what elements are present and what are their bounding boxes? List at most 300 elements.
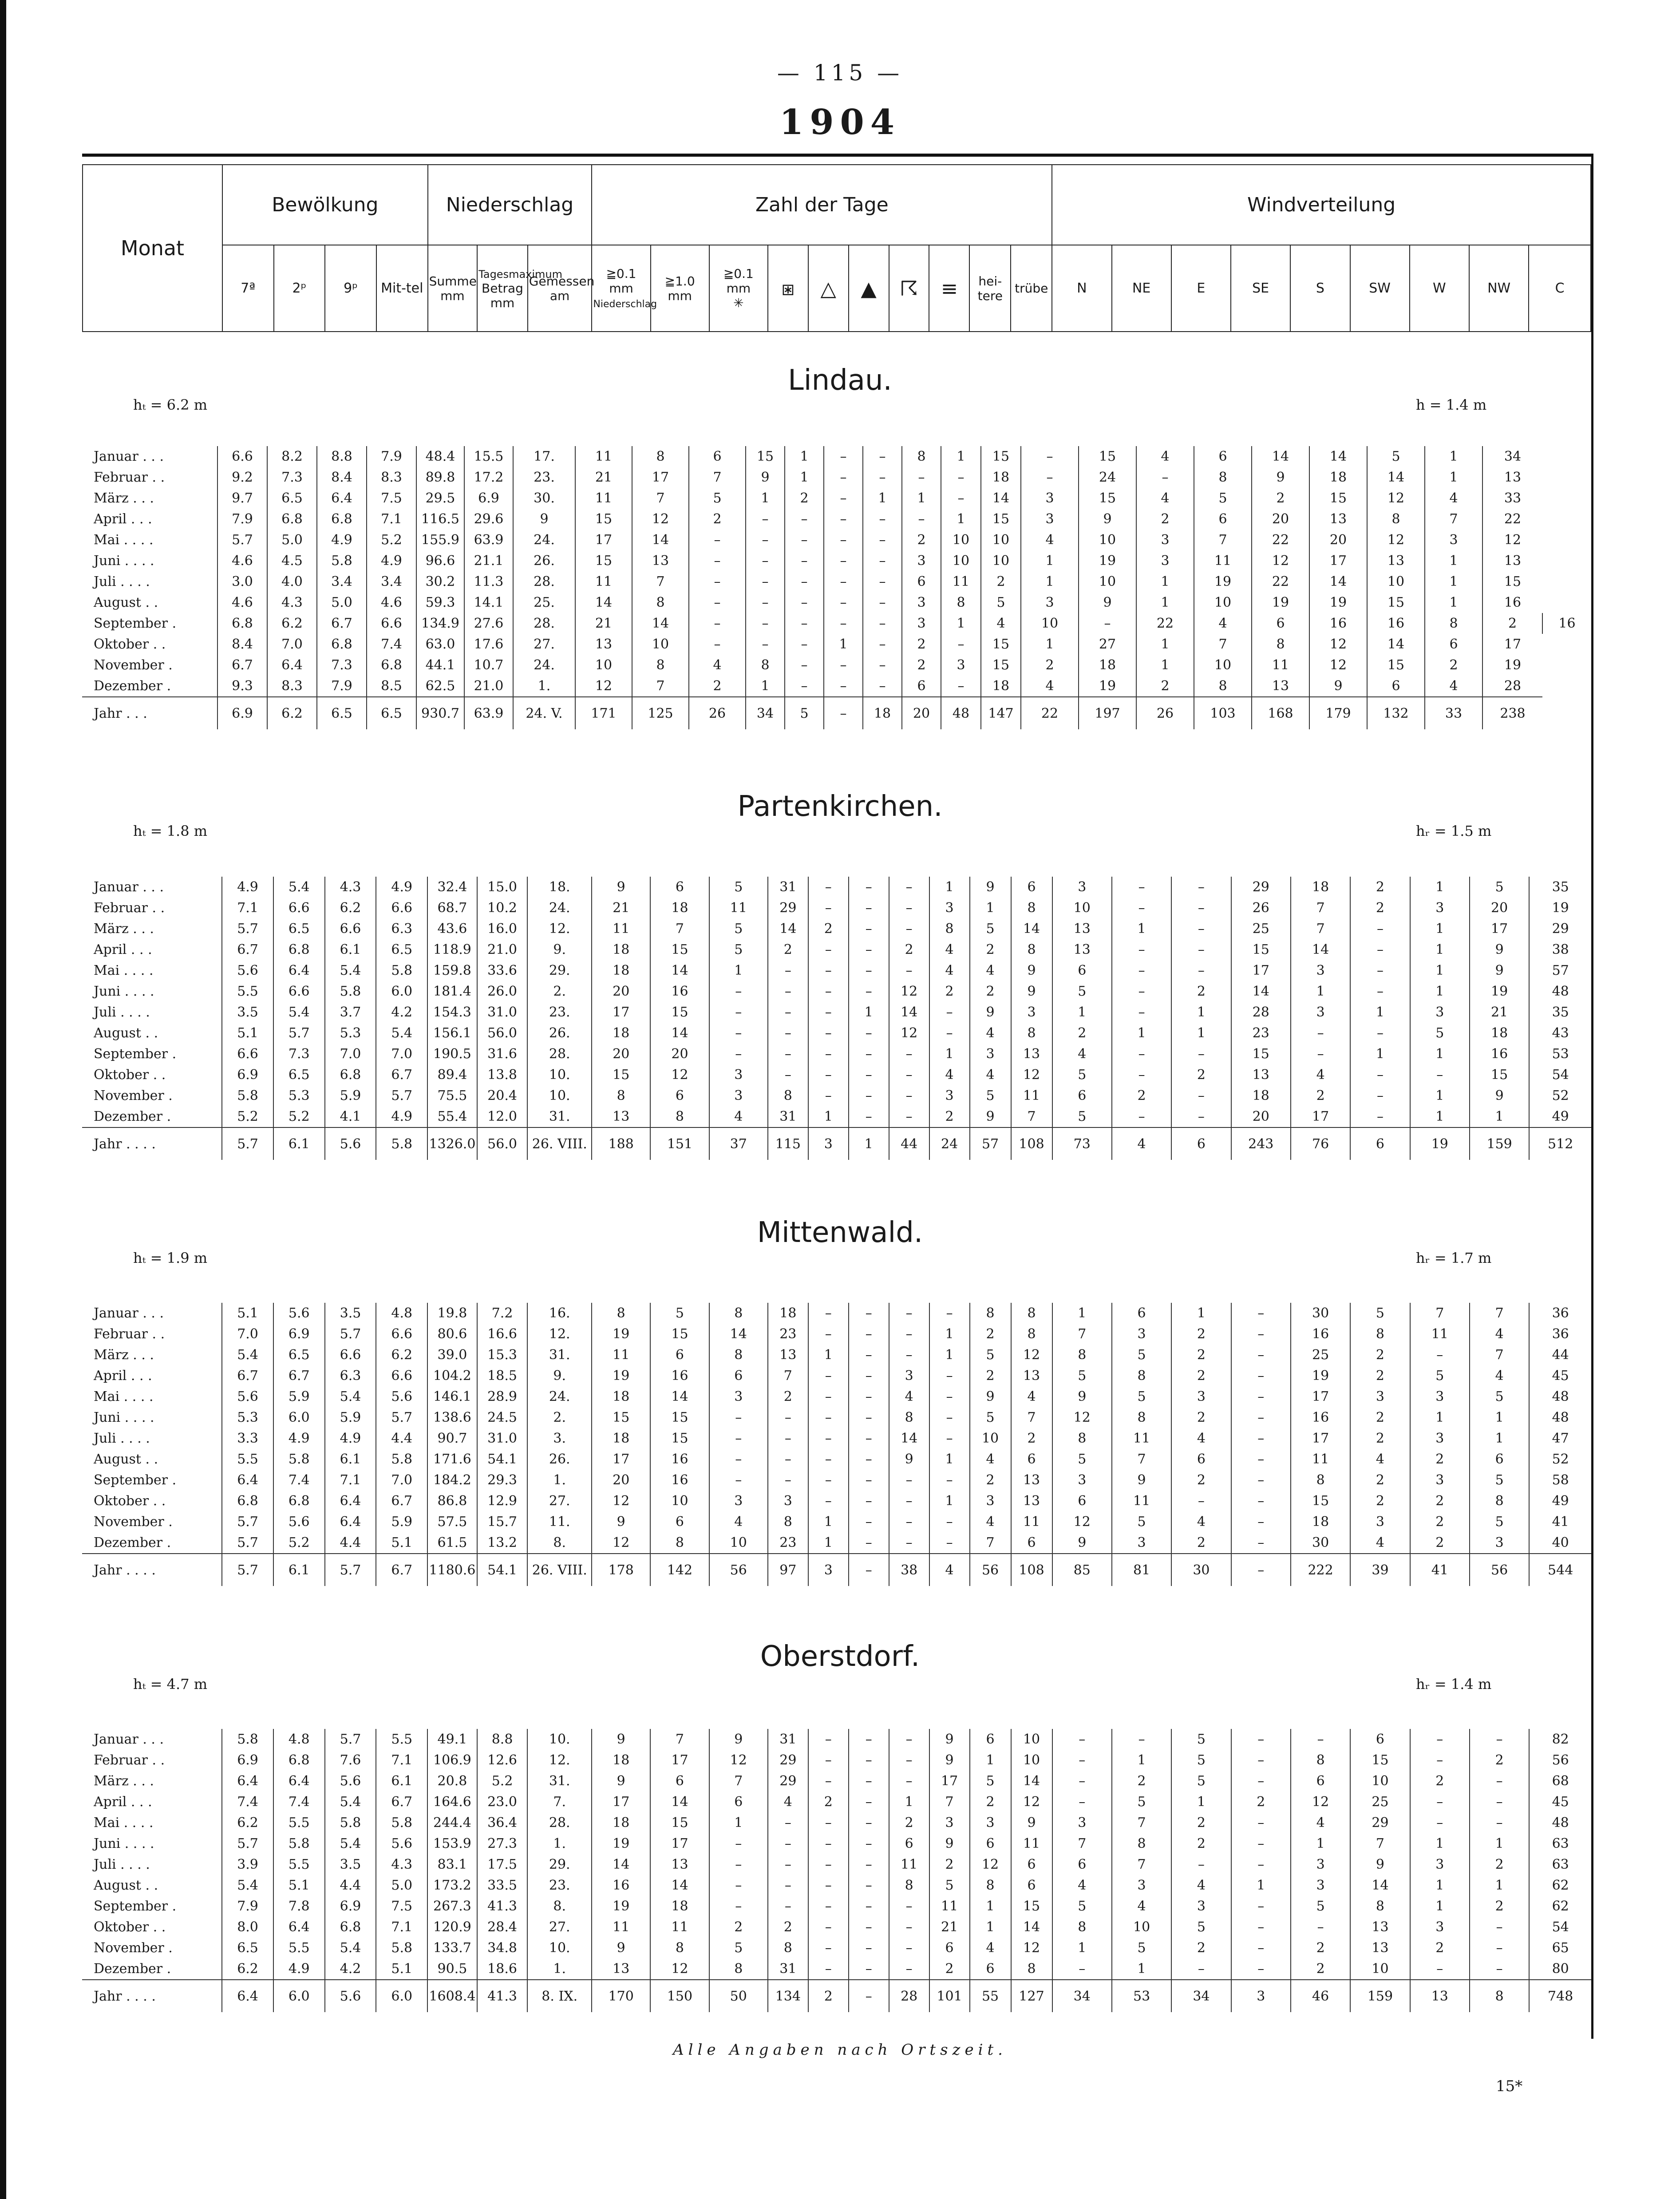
table-cell: 3 xyxy=(709,1386,768,1407)
table-cell: 4.6 xyxy=(217,550,267,571)
table-cell: – xyxy=(1231,1449,1291,1470)
month-label: Juni . . . . xyxy=(94,1410,154,1425)
table-cell: 56 xyxy=(1470,1554,1529,1586)
table-cell: 54.1 xyxy=(477,1554,528,1586)
table-cell: 1 xyxy=(808,1511,849,1532)
table-cell: 17 xyxy=(632,467,689,488)
table-cell: 4 xyxy=(929,1064,970,1085)
table-cell: 10 xyxy=(941,550,981,571)
table-cell: 3.4 xyxy=(367,571,416,592)
table-cell: 13 xyxy=(768,1345,808,1365)
table-cell: 12 xyxy=(1052,1511,1112,1532)
table-cell: 6.8 xyxy=(317,634,367,655)
table-cell: – xyxy=(1231,1407,1291,1428)
table-cell: 11. xyxy=(527,1511,592,1532)
month-label: Jahr . . . . xyxy=(82,1127,222,1160)
table-cell: 9 xyxy=(970,1002,1011,1023)
table-row xyxy=(82,1085,1591,1106)
month-label: Februar . . xyxy=(94,900,165,916)
table-cell: 9 xyxy=(592,1771,650,1792)
table-cell: 14 xyxy=(1350,1875,1410,1896)
table-cell: 5 xyxy=(1052,1449,1112,1470)
table-cell: 5.7 xyxy=(222,918,273,939)
table-cell: 7.4 xyxy=(222,1792,273,1812)
table-cell: 45 xyxy=(1529,1365,1591,1386)
table-cell: 10 xyxy=(1194,592,1252,613)
table-cell: – xyxy=(889,1491,929,1511)
table-cell: – xyxy=(768,1002,808,1023)
table-cell: 17 xyxy=(929,1771,970,1792)
table-cell: – xyxy=(849,1833,889,1854)
table-cell: 14 xyxy=(1367,634,1425,655)
table-cell: – xyxy=(746,571,785,592)
table-cell: 14 xyxy=(650,1875,709,1896)
table-cell: – xyxy=(768,960,808,981)
table-cell: 55.4 xyxy=(427,1106,477,1127)
table-cell: – xyxy=(863,676,902,697)
table-cell: – xyxy=(889,1938,929,1958)
table-cell: 18 xyxy=(592,1812,650,1833)
table-cell: 5 xyxy=(970,1085,1011,1106)
table-cell: 8 xyxy=(889,1407,929,1428)
table-cell: – xyxy=(1231,1917,1291,1938)
table-cell: – xyxy=(1231,1729,1291,1750)
table-cell: 6 xyxy=(902,676,941,697)
table-cell: 6.4 xyxy=(273,960,325,981)
table-cell: – xyxy=(941,676,981,697)
table-cell: 7.4 xyxy=(273,1470,325,1491)
table-cell: 25 xyxy=(1231,918,1291,939)
table-cell: 4 xyxy=(709,1106,768,1127)
table-cell: 5 xyxy=(1410,1023,1470,1044)
table-cell: 6.8 xyxy=(222,1491,273,1511)
table-cell: 5.8 xyxy=(376,1812,427,1833)
table-cell: 56.0 xyxy=(477,1023,528,1044)
table-cell: – xyxy=(808,1365,849,1386)
table-cell: – xyxy=(849,1407,889,1428)
table-cell: 7 xyxy=(1052,1324,1112,1345)
table-cell: 8. xyxy=(527,1896,592,1917)
table-cell: 15 xyxy=(1079,446,1136,467)
table-cell: 10 xyxy=(1052,898,1112,918)
table-cell: 156.1 xyxy=(427,1023,477,1044)
table-cell: 73 xyxy=(1052,1127,1112,1160)
table-cell: – xyxy=(746,613,785,634)
table-cell: 23. xyxy=(513,467,575,488)
header-wind-sw: SW xyxy=(1350,245,1410,332)
table-cell: 2 xyxy=(1021,655,1079,676)
table-cell: 3 xyxy=(902,550,941,571)
table-cell: 8 xyxy=(650,1938,709,1958)
table-cell: 9 xyxy=(889,1449,929,1470)
table-cell: 2 xyxy=(970,939,1011,960)
table-cell: – xyxy=(709,1470,768,1491)
table-cell: 2 xyxy=(1052,1023,1112,1044)
table-cell: 6.9 xyxy=(222,1064,273,1085)
table-cell: 16 xyxy=(1470,1044,1529,1064)
table-cell: 20 xyxy=(650,1044,709,1064)
table-cell: 15 xyxy=(1367,592,1425,613)
table-cell: – xyxy=(1410,1792,1470,1812)
table-cell: 7.0 xyxy=(267,634,317,655)
table-row xyxy=(82,1491,1591,1511)
table-cell: 5 xyxy=(1171,1917,1231,1938)
table-cell: 3.3 xyxy=(222,1428,273,1449)
table-cell: 4 xyxy=(689,655,746,676)
table-cell: 5 xyxy=(970,1345,1011,1365)
table-cell: 127 xyxy=(1011,1980,1052,2012)
month-label: Februar . . xyxy=(94,1326,165,1342)
table-cell: 3 xyxy=(1052,1812,1112,1833)
table-cell: 7.1 xyxy=(376,1750,427,1771)
table-cell: 10 xyxy=(941,530,981,550)
table-cell: 14 xyxy=(592,1854,650,1875)
table-cell: 21 xyxy=(575,467,632,488)
table-cell: 155.9 xyxy=(416,530,464,550)
table-cell: 5 xyxy=(1171,1729,1231,1750)
table-cell: 7 xyxy=(1112,1812,1171,1833)
table-cell: 16 xyxy=(1291,1407,1350,1428)
table-cell: 3 xyxy=(1136,530,1194,550)
table-cell: 2 xyxy=(902,530,941,550)
table-cell: 13 xyxy=(1052,918,1112,939)
table-cell: 5.4 xyxy=(325,1833,376,1854)
table-cell: 1 xyxy=(849,1127,889,1160)
table-cell: 3 xyxy=(929,898,970,918)
table-cell: 1 xyxy=(863,488,902,509)
table-cell: – xyxy=(1052,1729,1112,1750)
table-cell: – xyxy=(1112,1729,1171,1750)
table-cell: 7 xyxy=(1470,1303,1529,1324)
table-cell: 4.8 xyxy=(273,1729,325,1750)
table-cell: 11 xyxy=(1011,1085,1052,1106)
month-label: Mai . . . . xyxy=(94,532,154,548)
table-cell: 4 xyxy=(970,960,1011,981)
month-label: Juni . . . . xyxy=(94,984,154,999)
table-cell: 24 xyxy=(929,1127,970,1160)
table-cell: – xyxy=(1231,1833,1291,1854)
table-cell: 3 xyxy=(902,592,941,613)
table-cell: 14 xyxy=(1252,446,1309,467)
table-cell: – xyxy=(929,1023,970,1044)
table-cell: 8 xyxy=(592,1085,650,1106)
table-cell: 5.6 xyxy=(325,1127,376,1160)
table-row xyxy=(82,1875,1591,1896)
table-cell: 5.6 xyxy=(376,1386,427,1407)
table-cell: 5 xyxy=(970,1407,1011,1428)
table-cell: 15 xyxy=(650,939,709,960)
table-cell: 14 xyxy=(632,530,689,550)
table-cell: 54 xyxy=(1529,1917,1591,1938)
table-cell: – xyxy=(808,1958,849,1980)
table-cell: 6.7 xyxy=(217,655,267,676)
table-cell: 164.6 xyxy=(427,1792,477,1812)
table-row xyxy=(82,1470,1591,1491)
year-total-row xyxy=(82,1554,1591,1586)
table-cell: 5.0 xyxy=(267,530,317,550)
table-cell: 1 xyxy=(808,1532,849,1554)
table-cell: 11 xyxy=(575,446,632,467)
table-cell: 15 xyxy=(1079,488,1136,509)
table-cell: 13 xyxy=(1052,939,1112,960)
table-cell: 9 xyxy=(1470,960,1529,981)
table-cell: 17 xyxy=(650,1750,709,1771)
table-cell: 1 xyxy=(1410,981,1470,1002)
table-cell: 12 xyxy=(1052,1407,1112,1428)
table-cell: 1 xyxy=(1052,1303,1112,1324)
table-cell: 5.5 xyxy=(222,1449,273,1470)
table-cell: 13 xyxy=(592,1958,650,1980)
table-cell: – xyxy=(768,1854,808,1875)
table-cell: 3 xyxy=(1231,1980,1291,2012)
table-cell: 6 xyxy=(1171,1127,1231,1160)
table-cell: 24 xyxy=(1079,467,1136,488)
table-cell: 7 xyxy=(1052,1833,1112,1854)
table-cell: 14 xyxy=(650,1023,709,1044)
table-cell: – xyxy=(849,1345,889,1365)
table-cell: 10 xyxy=(650,1491,709,1511)
table-cell: 10 xyxy=(1011,1750,1052,1771)
table-cell: – xyxy=(689,613,746,634)
table-cell: 31.0 xyxy=(477,1428,528,1449)
table-cell: 1 xyxy=(941,446,981,467)
table-cell: 39.0 xyxy=(427,1345,477,1365)
table-cell: 10 xyxy=(1350,1771,1410,1792)
table-cell: 138.6 xyxy=(427,1407,477,1428)
table-cell: 80.6 xyxy=(427,1324,477,1345)
table-cell: 1 xyxy=(1410,1085,1470,1106)
table-cell: – xyxy=(768,981,808,1002)
table-cell: 1 xyxy=(1021,550,1079,571)
month-label: April . . . xyxy=(94,1794,152,1810)
table-cell: 17 xyxy=(1470,918,1529,939)
table-cell: 13.8 xyxy=(477,1064,528,1085)
table-cell: 15.3 xyxy=(477,1345,528,1365)
table-cell: – xyxy=(849,1729,889,1750)
table-cell: 5 xyxy=(1052,1896,1112,1917)
table-cell: – xyxy=(1112,1106,1171,1127)
table-cell: 10.2 xyxy=(477,898,528,918)
table-cell: 7 xyxy=(1470,1345,1529,1365)
table-cell: 5.6 xyxy=(222,960,273,981)
table-cell: 13 xyxy=(1350,1917,1410,1938)
table-cell: 14.1 xyxy=(464,592,513,613)
table-cell: 3 xyxy=(1350,1386,1410,1407)
table-cell: – xyxy=(768,1875,808,1896)
table-cell: 10 xyxy=(1194,655,1252,676)
table-cell: 5.3 xyxy=(222,1407,273,1428)
table-cell: 6 xyxy=(1011,1875,1052,1896)
table-cell: 5.4 xyxy=(376,1023,427,1044)
table-cell: 6 xyxy=(970,1833,1011,1854)
table-cell: 21 xyxy=(929,1917,970,1938)
month-label: Juli . . . . xyxy=(94,1431,150,1446)
table-row xyxy=(82,509,1591,530)
table-cell: – xyxy=(849,1771,889,1792)
table-cell: – xyxy=(889,1470,929,1491)
table-cell: 8 xyxy=(1112,1833,1171,1854)
table-cell: 7.5 xyxy=(376,1896,427,1917)
table-cell: 2 xyxy=(1171,1407,1231,1428)
table-cell: 62 xyxy=(1529,1875,1591,1896)
table-cell: – xyxy=(808,1875,849,1896)
table-cell: 2 xyxy=(1112,1771,1171,1792)
table-cell: 4 xyxy=(1112,1127,1171,1160)
table-cell: 6.5 xyxy=(273,1064,325,1085)
table-cell: 8 xyxy=(1052,1345,1112,1365)
table-cell: 8 xyxy=(709,1303,768,1324)
table-cell: 4 xyxy=(1052,1044,1112,1064)
table-cell: 2 xyxy=(1470,1854,1529,1875)
table-cell: 9 xyxy=(592,1938,650,1958)
table-cell: 2 xyxy=(1252,488,1309,509)
table-cell: 12. xyxy=(527,1750,592,1771)
table-row xyxy=(82,1106,1591,1127)
table-cell: 5.8 xyxy=(273,1833,325,1854)
table-cell: 5.1 xyxy=(376,1958,427,1980)
table-cell: – xyxy=(709,1044,768,1064)
table-cell: 11 xyxy=(941,571,981,592)
table-cell: 5.1 xyxy=(376,1532,427,1554)
table-cell: 4 xyxy=(1021,676,1079,697)
table-cell: – xyxy=(889,1532,929,1554)
table-cell: 4 xyxy=(1425,488,1482,509)
table-cell: 12 xyxy=(592,1491,650,1511)
table-cell: 24. V. xyxy=(513,697,575,729)
station-ht: hₜ = 1.8 m xyxy=(133,823,208,839)
table-cell: 238 xyxy=(1482,697,1542,729)
table-cell: 118.9 xyxy=(427,939,477,960)
table-cell: 8 xyxy=(1011,1324,1052,1345)
table-cell: 8 xyxy=(1112,1407,1171,1428)
table-cell: 18 xyxy=(592,960,650,981)
table-cell: – xyxy=(863,592,902,613)
table-cell: – xyxy=(689,634,746,655)
table-cell: 8 xyxy=(1470,1980,1529,2012)
table-cell: 90.5 xyxy=(427,1958,477,1980)
table-cell: – xyxy=(808,1917,849,1938)
table-cell: 8 xyxy=(1367,509,1425,530)
table-cell: – xyxy=(808,1044,849,1064)
table-cell: 4 xyxy=(1112,1896,1171,1917)
table-cell: 47 xyxy=(1529,1428,1591,1449)
table-cell: 14 xyxy=(1011,1771,1052,1792)
table-cell: – xyxy=(1350,1085,1410,1106)
table-cell: 39 xyxy=(1350,1554,1410,1586)
table-cell: 14 xyxy=(650,1386,709,1407)
table-cell: 8 xyxy=(941,592,981,613)
table-cell: 7 xyxy=(1194,530,1252,550)
table-cell: – xyxy=(1231,1491,1291,1511)
table-cell: 6 xyxy=(1052,1854,1112,1875)
table-cell: 6.4 xyxy=(273,1771,325,1792)
table-cell: 6 xyxy=(650,877,709,898)
table-cell: 6.6 xyxy=(376,1324,427,1345)
table-cell: 41.3 xyxy=(477,1896,528,1917)
page-year: 1904 xyxy=(779,102,901,142)
table-cell: 3. xyxy=(527,1428,592,1449)
station-ht: hₜ = 1.9 m xyxy=(133,1250,208,1266)
table-cell: 1 xyxy=(1410,939,1470,960)
table-row xyxy=(82,676,1591,697)
table-cell: 2. xyxy=(527,981,592,1002)
table-cell: 26.0 xyxy=(477,981,528,1002)
table-cell: – xyxy=(808,1812,849,1833)
table-cell: 7 xyxy=(1291,898,1350,918)
table-cell: – xyxy=(849,1303,889,1324)
table-cell: – xyxy=(1231,1511,1291,1532)
table-cell: 12 xyxy=(1482,530,1542,550)
table-cell: – xyxy=(1171,1491,1231,1511)
table-cell: 10.7 xyxy=(464,655,513,676)
table-cell: 2 xyxy=(1410,1771,1470,1792)
table-cell: 2 xyxy=(1470,1896,1529,1917)
hail-icon: △ xyxy=(808,245,849,332)
table-cell: 63.9 xyxy=(464,697,513,729)
table-cell: 8 xyxy=(592,1303,650,1324)
table-cell: 6 xyxy=(1011,1854,1052,1875)
table-cell: – xyxy=(1410,1812,1470,1833)
table-cell: 5 xyxy=(1052,981,1112,1002)
table-cell: 4.1 xyxy=(325,1106,376,1127)
table-cell: 2 xyxy=(1171,1345,1231,1365)
table-cell: 7.6 xyxy=(325,1750,376,1771)
table-cell: 2 xyxy=(709,1917,768,1938)
table-cell: 7 xyxy=(1112,1449,1171,1470)
table-cell: – xyxy=(808,1449,849,1470)
table-cell: 104.2 xyxy=(427,1365,477,1386)
table-cell: 9 xyxy=(592,1729,650,1750)
table-cell: 19 xyxy=(1309,592,1367,613)
table-cell: 22 xyxy=(1021,697,1079,729)
table-cell: 15 xyxy=(981,446,1021,467)
table-cell: 6 xyxy=(1011,877,1052,898)
table-cell: 63.0 xyxy=(416,634,464,655)
table-cell: 28.9 xyxy=(477,1386,528,1407)
month-label: Dezember . xyxy=(94,1535,171,1550)
table-cell: 29 xyxy=(768,898,808,918)
table-cell: 3 xyxy=(808,1554,849,1586)
table-cell: 12 xyxy=(1011,1792,1052,1812)
table-cell: 10 xyxy=(709,1532,768,1554)
table-cell: – xyxy=(785,550,824,571)
table-cell: 6 xyxy=(970,1729,1011,1750)
table-row xyxy=(82,467,1591,488)
table-cell: 4 xyxy=(1021,530,1079,550)
table-cell: 8 xyxy=(632,655,689,676)
table-cell: 17 xyxy=(1309,550,1367,571)
table-cell: 5.8 xyxy=(325,981,376,1002)
table-cell: – xyxy=(689,571,746,592)
table-cell: 6.4 xyxy=(222,1980,273,2012)
table-cell: 153.9 xyxy=(427,1833,477,1854)
table-cell: 9 xyxy=(1079,592,1136,613)
table-cell: 5.4 xyxy=(273,877,325,898)
header-truebe: trübe xyxy=(1011,245,1052,332)
table-cell: 9.7 xyxy=(217,488,267,509)
table-cell: 4 xyxy=(970,1064,1011,1085)
table-cell: 181.4 xyxy=(427,981,477,1002)
table-cell: – xyxy=(824,530,863,550)
month-label: November . xyxy=(94,1088,173,1103)
table-cell: 179 xyxy=(1309,697,1367,729)
table-cell: 27. xyxy=(527,1491,592,1511)
table-row xyxy=(82,634,1591,655)
table-cell: 5.8 xyxy=(376,960,427,981)
table-cell: – xyxy=(824,592,863,613)
table-cell: 6.5 xyxy=(367,697,416,729)
table-cell: 171.6 xyxy=(427,1449,477,1470)
